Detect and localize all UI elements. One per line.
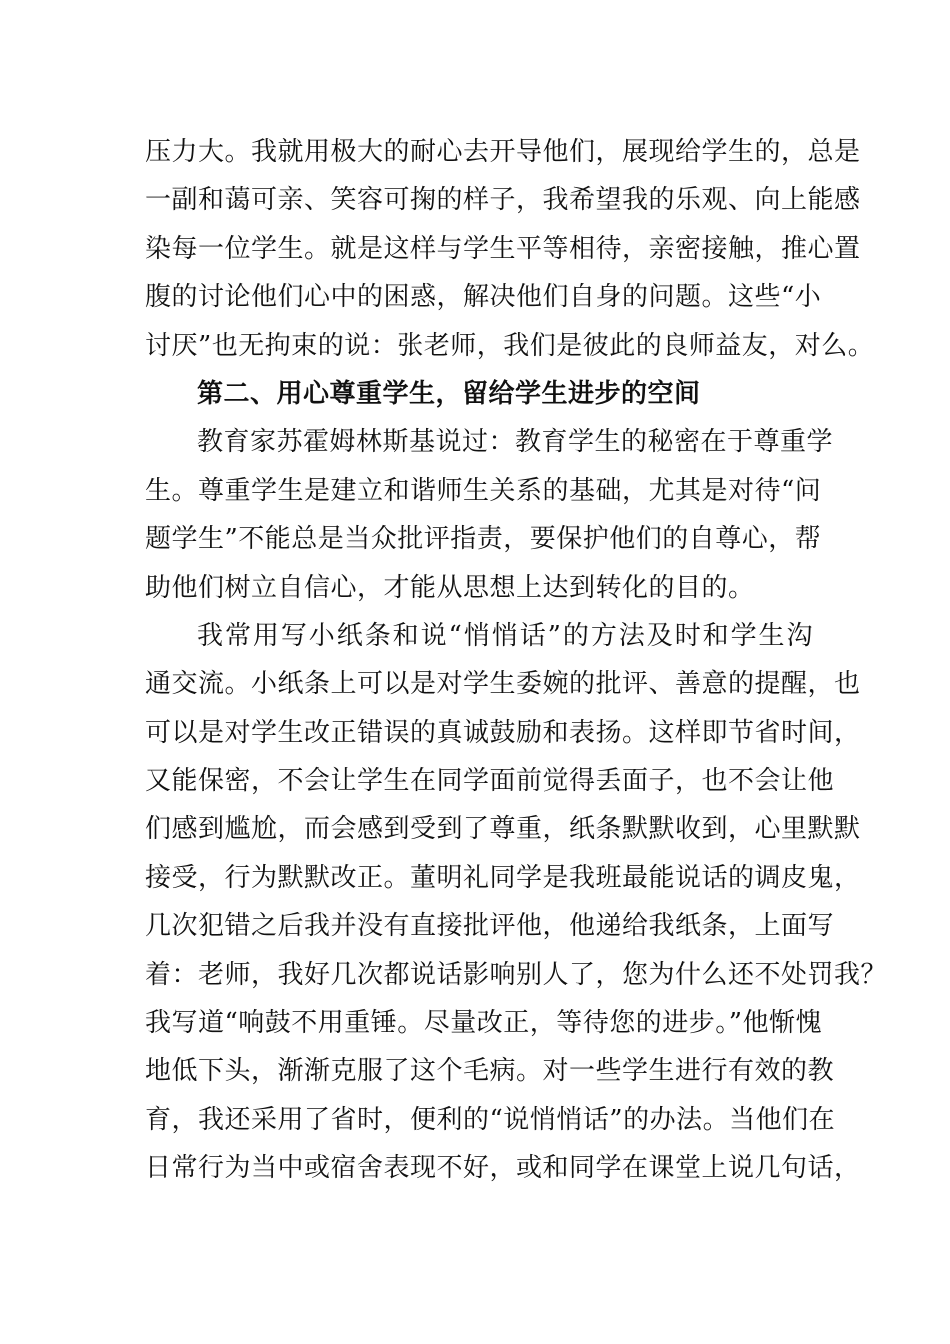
text-line: 可以是对学生改正错误的真诚鼓励和表扬。这样即节省时间， [145,717,861,748]
section-heading: 第二、用心尊重学生，留给学生进步的空间 [197,378,701,409]
text-line: 我写道“响鼓不用重锤。尽量改正，等待您的进步。”他惭愧 [145,1008,823,1039]
document-body [145,128,888,1193]
paragraph-2 [145,418,834,612]
text-line: 接受，行为默默改正。董明礼同学是我班最能说话的调皮鬼， [145,862,861,893]
text-line: 助他们树立自信心，才能从思想上达到转化的目的。 [145,572,755,603]
text-line: 题学生”不能总是当众批评指责，要保护他们的自尊心，帮 [145,524,822,555]
text-line: 们感到尴尬，而会感到受到了尊重，纸条默默收到，心里默默 [145,814,861,845]
text-line: 我常用写小纸条和说“悄悄话”的方法及时和学生沟 [197,620,813,651]
text-line: 几次犯错之后我并没有直接批评他，他递给我纸条，上面写 [145,911,835,942]
text-line: 着：老师，我好几次都说话影响别人了，您为什么还不处罚我？ [145,959,888,990]
text-line: 腹的讨论他们心中的困惑，解决他们自身的问题。这些“小 [145,282,822,313]
text-line: 一副和蔼可亲、笑容可掬的样子，我希望我的乐观、向上能感 [145,185,861,216]
text-line: 染每一位学生。就是这样与学生平等相待，亲密接触，推心置 [145,233,861,264]
paragraph-1 [145,128,875,370]
text-line: 教育家苏霍姆林斯基说过：教育学生的秘密在于尊重学 [197,427,834,458]
text-line: 又能保密，不会让学生在同学面前觉得丢面子，也不会让他 [145,766,835,797]
text-line: 通交流。小纸条上可以是对学生委婉的批评、善意的提醒，也 [145,669,861,700]
text-line: 育，我还采用了省时，便利的“说悄悄话”的办法。当他们在 [145,1104,836,1135]
text-line: 压力大。我就用极大的耐心去开导他们，展现给学生的，总是 [145,137,861,167]
text-line: 讨厌”也无拘束的说：张老师，我们是彼此的良师益友，对么。 [145,330,875,361]
text-line: 日常行为当中或宿舍表现不好，或和同学在课堂上说几句话， [145,1153,861,1184]
text-line: 生。尊重学生是建立和谐师生关系的基础，尤其是对待“问 [145,475,822,506]
text-line: 地低下头，渐渐克服了这个毛病。对一些学生进行有效的教 [145,1056,835,1087]
paragraph-3 [145,612,888,1193]
